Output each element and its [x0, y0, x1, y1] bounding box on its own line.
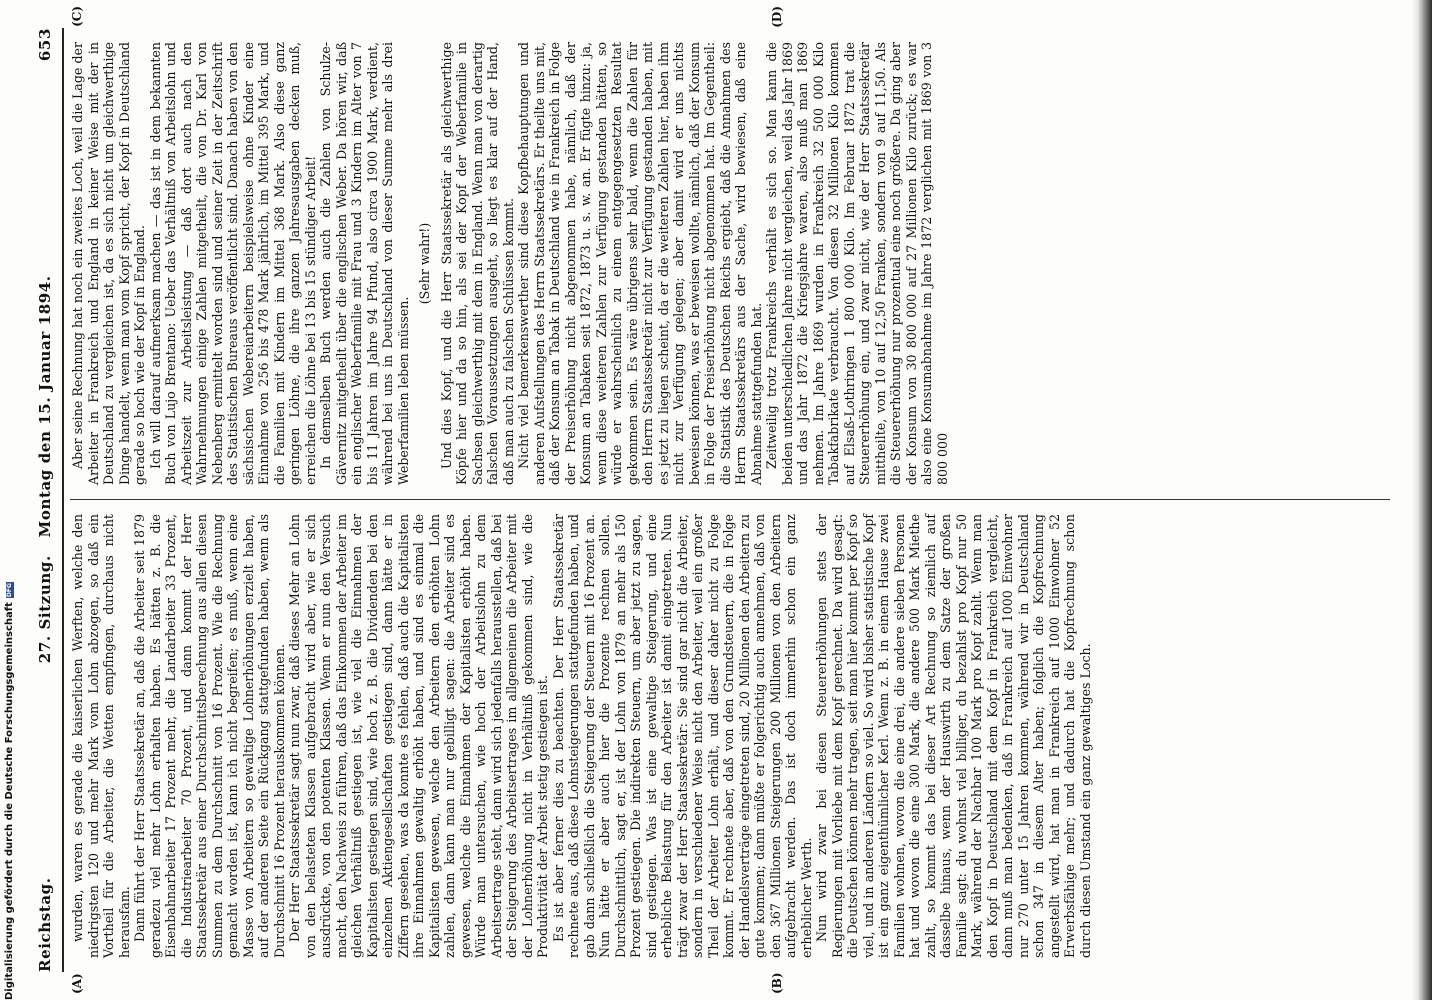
paragraph: In demselben Buch werden auch die Zahlen von Schulze-Gävernitz mitgetheilt über die englischen Weber. Da hören wir, daß ein englischer Weberfamilie mit Frau und 3 Kindern im Alter von 7 bis 11 Jahren im Jahre 94 Pfund, also circa 1900 Mark, verdient, während bei uns in Deutschland von dieser Summe mehr als drei Weberfamilien leben müssen.: [318, 42, 411, 485]
paragraph: Es ist aber ferner dies zu beachten. Der Herr Staatssekretär rechnete aus, daß diese Lohnsteigerungen stattgefunden haben, und gab dann schließlich die Steigerung der Steuern mit 16 Prozent an. Nun hätte er aber auch hier die Prozente rechnen sollen. Durchschnittlich, sagt er, ist der Lohn von 1879 an mehr als 150 Prozent gestiegen. Die indirekten Steuern, um aber jetzt zu sagen, sind gestiegen. Was ist eine gewaltige Steigerung, und eine erhebliche Belastung für den Arbeiter ist damit eingetreten. Nun trägt zwar der Herr Staatssekretär: Sie sind gar nicht die Arbeiter, sondern in verschiedener Weise nicht den Arbeiter, weil ein großer Theil der Arbeiter Lohn erhält, und dieser daher nicht zu Folge kommt. Er rechnete aber, daß von den Grundsteuern, die in Folge der Handelsverträge eingetreten sind, 20 Millionen den Arbeitern zu gute kommen; dann müßte er folgerichtig auch annehmen, daß von den 367 Millionen Steigerungen 200 Millionen von den Arbeitern aufgebracht werden. Das ist doch immerhin schon ein ganz erheblicher Werth.: [550, 514, 814, 958]
paragraph: Nicht viel bemerkenswerther sind diese Kopfbehauptungen und anderen Aufstellungen des Herrn Staatssekretärs. Er theilte uns mit, daß der Konsum an Tabak in Deutschland wie in Frankreich in Folge der Preiserhöhung nicht abgenommen habe, nämlich, daß der Konsum an Tabaken seit 1872, 1873 u. s. w. an. Er fügte hinzu: ja, wenn diese weiteren Zahlen zur Verfügung gestanden hätten, so würde er wahrscheinlich zu einem entgegengesetzten Resultat gekommen sein. Es wäre übrigens sehr bald, wenn die Zahlen für den Herrn Staatssekretär nicht zur Verfügung gestanden haben, mit es jetzt zu liegen scheint, da er die weiteren Zahlen hier, haben ihm nicht zur Verfügung gelegen; aber damit wird er uns nichts beweisen können, was er beweisen wollte, nämlich, daß der Konsum in Folge der Preiserhöhung nicht abgenommen hat. Im Gegentheil: die Statistik des Deutschen Reichs ergiebt, daß die Annahmen des Herrn Staatssekretärs aus der Sache, wird bewiesen, daß eine Abnahme stattgefunden hat.: [516, 42, 764, 485]
paragraph: wurden, waren es gerade die kaiserlichen Werften, welche den niedrigsten 120 und mehr Mark vom Lohn abzogen, so daß ein Vortheil für die Arbeiter, die Wetten empfingen, durchaus nicht herausfam.: [70, 514, 132, 958]
margin-mark-c: (C): [70, 6, 84, 27]
margin-mark-a: (A): [70, 973, 84, 994]
right-column: [70, 6, 1390, 500]
page-title: Reichstag.: [36, 877, 54, 972]
margin-mark-d: (D): [770, 6, 784, 28]
margin-mark-b: (B): [770, 972, 784, 994]
paragraph: Nun wird zwar bei diesen Steuererhöhungen stets der Regierungen mit Vorliebe mit dem Kopf gerechnet. Da wird gesagt: die Deutschen können mehr tragen, seit man hier kommt per Kopf so viel, und in anderen Ländern so viel. So wird bisher statistische Kopf ist ein ganz eigenthümlicher Kerl. Wenn z. B. in einem Hause zwei Familien wohnen, wovon die eine drei, die andere sieben Personen hat und wovon die eine 300 Mark, die andere 500 Mark Miethe zahlt, so kommt das bei dieser Art Rechnung so ziemlich auf dasselbe hinaus, wenn der Hauswirth zu dem Satze der großen Familie sagt: du wohnst viel billiger, du bezahlst pro Kopf nur 50 Mark, während der Nachbar 100 Mark pro Kopf zahlt. Wenn man den Kopf in Deutschland mit dem Kopf in Frankreich vergleicht, dann muß man bedenken, daß in Frankreich auf 1000 Einwohner nur 270 unter 15 Jahren kommen, während wir in Deutschland schon 347 in diesem Alter haben; folglich die Kopfrechnung angestellt wird, hat man in Frankreich auf 1000 Einwohner 52 Erwerbsfähige mehr; und dadurch hat die Kopfrechnung schon durch diesen Umstand ein ganz gewaltiges Loch.: [814, 514, 1093, 958]
newspaper-page: [28, 0, 1410, 1000]
page-number: 653: [36, 28, 54, 62]
session-date: Montag den 15. Januar 1894.: [36, 275, 54, 538]
paragraph: Und dies Kopf, und die Herr Staatssekretär als gleichwerthige Köpfe hier und da so hin, als sei der Kopf der Weberfamilie in Sachsen gleichwerthig mit dem in England. Wenn man von derartig falschen Voraussetzungen ausgeht, so liegt es klar auf der Hand, daß man auch zu falschen Schlüssen kommt.: [438, 42, 516, 485]
paragraph: Dann führt der Herr Staatssekretär an, daß die Arbeiter seit 1879 geradezu viel mehr Lohn erhalten haben. Es hätten z. B. die Eisenbahnarbeiter 17 Prozent mehr, die Landarbeiter 33 Prozent, die Industriearbeiter 70 Prozent, und dann kommt der Herr Staatssekretär aus einer Durchschnittsberechnung aus allen diesen Summen zu dem Durchschnitt von 16 Prozent. Wie die Rechnung gemacht worden ist, kann ich nicht begreifen; es muß, wenn eine Masse von Arbeitern so gewaltige Lohnerhöhungen erzielt haben, auf der anderen Seite ein Rückgang stattgefunden haben, wenn als Durchschnitt 16 Prozent herauskommen können.: [132, 514, 287, 958]
session-label: 27. Sitzung.: [36, 555, 54, 664]
interjection: (Sehr wahr!): [417, 222, 432, 305]
dfg-logo-icon: DFG: [5, 583, 13, 598]
digitization-credit: [4, 582, 15, 1000]
credit-text: Digitalisierung gefördert durch die Deutsche Forschungsgemeinschaft: [4, 602, 15, 1000]
paragraph: Aber seine Rechnung hat noch ein zweites Loch, weil die Lage der Arbeiter in Frankreich und England in keiner Weise mit der in Deutschland zu vergleichen ist, da es sich nicht um gleichwerthige Dinge handelt, wenn man vom Kopf spricht, der Kopf in Deutschland gerade so hoch wie der Kopf in England.: [70, 42, 147, 485]
text-columns: [70, 6, 1390, 994]
page-header: [36, 28, 64, 972]
left-column: [70, 500, 1390, 994]
paragraph: Zeitweilig trotz Frankreichs verhält es sich so. Man kann die beiden unterschiedlichen Jahre nicht vergleichen, weil das Jahr 1869 und das Jahr 1872 die Kriegsjahre waren, also muß man 1869 nehmen. Im Jahre 1869 wurden in Frankreich 32 500 000 Kilo Tabakfabrikate verbraucht. Von diesen 32 Millionen Kilo kommen auf Elsaß-Lothringen 1 800 000 Kilo. Im Februar 1872 trat die Steuererhöhung ein, und zwar nicht, wie der Herr Staatssekretär mittheilte, von 10 auf 12,50 Franken, sondern von 9 auf 11,50. Als die Steuererhöhung nur prozentual eine noch größere. Da ging aber der Konsum von 30 800 000 auf 27 Millionen Kilo zurück; es war also eine Konsumabnahme im Jahre 1872 verglichen mit 1869 von 3 800 000: [764, 42, 950, 485]
paragraph: Der Herr Staatssekretär sagt nun zwar, daß dieses Mehr an Lohn von den belasteten Klassen aufgebracht wird aber, wie er sich ausdrückte, von den potenten Klassen. Wenn er nun den Versuch macht, den Nachweis zu führen, daß das Einkommen der Arbeiter im gleichen Verhältniß gestiegen ist, wie viel die Einnahmen der Kapitalisten gestiegen sind, wie hoch z. B. die Dividenden bei den einzelnen Aktiengesellschaften gestiegen sind, dann hätte er in Ziffern gesehen, was da konnte es fehlen, daß auch die Kapitalisten ihre Einnahmen gewaltig erhöht haben, und sind es einmal die Kapitalisten gewesen, welche den Arbeitern den erhöhten Lohn zahlen, dann kann man nur gebilligt sagen: die Arbeiter sind es gewesen, welche die Einnahmen der Kapitalisten erhöht haben. Würde man untersuchen, wie hoch der Arbeitslohn zu dem Arbeitsertrage steht, dann wird sich jedenfalls herausstellen, daß bei der Steigerung des Arbeitsertrages im allgemeinen die Arbeiter mit der Lohnerhöhung nicht in Verhältniß gekommen sind, wie die Produktivität der Arbeit stetig gestiegen ist.: [287, 514, 550, 958]
page-edge-shadow: [1412, 0, 1432, 1000]
paragraph: Ich will darauf aufmerksam machen — das ist in dem bekannten Buch von Lujo Brentano: Ueber das Verhältniß von Arbeitslohn und Arbeitszeit zur Arbeitsleistung — daß dort auch nach den Wahrnehmungen einige Zahlen mitgetheilt, die von Dr. Karl von Nebenberg ermittelt worden sind und seiner Zeit in der Zeitschrift des Statistischen Bureaus veröffentlicht sind. Danach haben von den sächsischen Webereiarbeitern beispielsweise ohne Kinder eine Einnahme von 256 bis 478 Mark jährlich, im Mittel 395 Mark, und die Familien mit Kindern im Mittel 368 Mark. Also diese ganz geringen Löhne, die ihre ganzen Jahresausgaben decken muß, erreichen die Löhne bei 13 bis 15 stündiger Arbeit!: [147, 42, 318, 485]
